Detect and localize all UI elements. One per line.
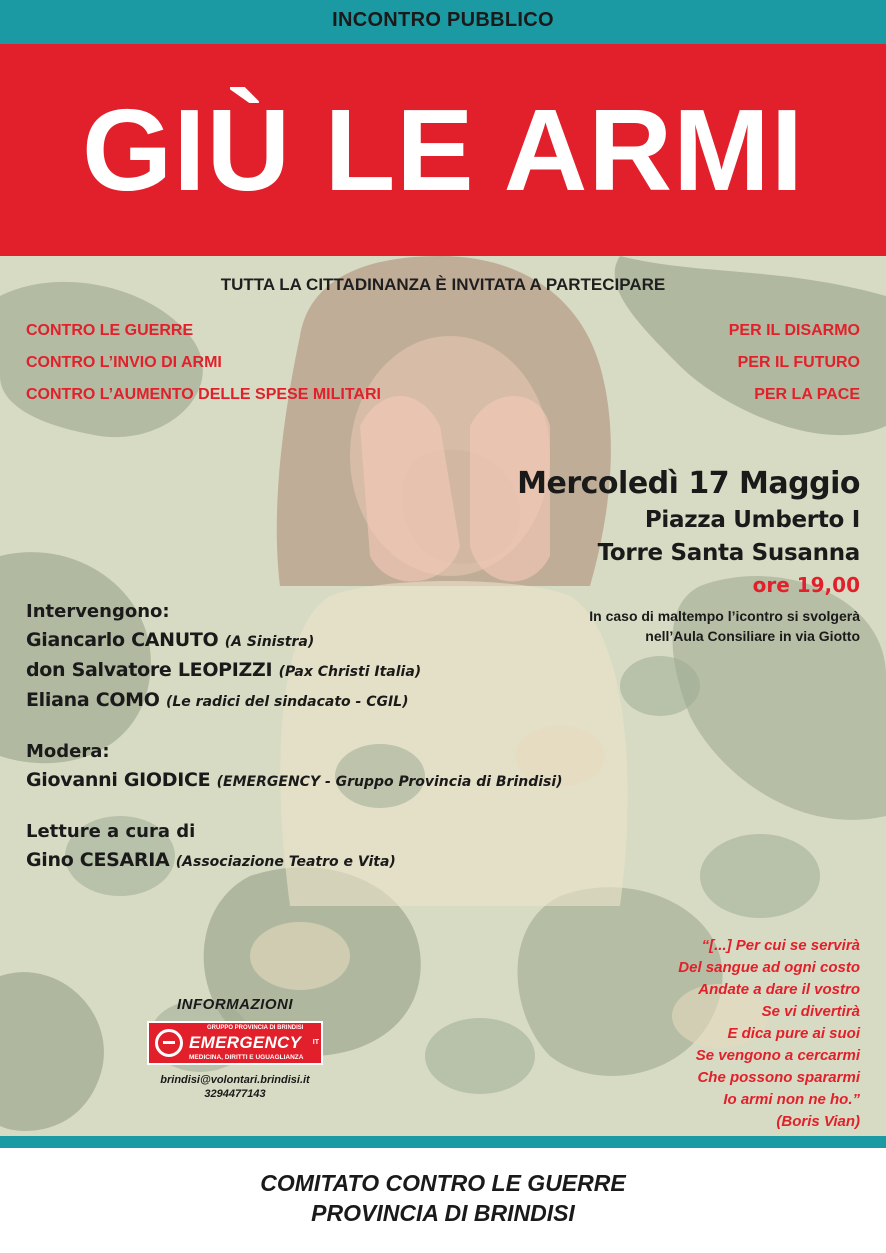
slogan-item: PER IL DISARMO: [728, 322, 860, 339]
organizer: [0, 1168, 886, 1228]
event-place: Piazza Umberto I: [644, 507, 860, 533]
event-kicker: INCONTRO PUBBLICO: [332, 9, 554, 31]
reader-affiliation: (Associazione Teatro e Vita): [175, 854, 396, 870]
quote-line: Se vi divertirà: [761, 1003, 860, 1020]
slogan-item: CONTRO L’INVIO DI ARMI: [26, 354, 222, 371]
quote-line: Andate a dare il vostro: [698, 981, 860, 998]
event-town: Torre Santa Susanna: [597, 540, 860, 566]
event-details: [517, 464, 860, 646]
quote-line: Se vengono a cercarmi: [695, 1047, 860, 1064]
speakers-heading: Intervengono:: [26, 601, 170, 622]
organizer-line: COMITATO CONTRO LE GUERRE: [260, 1170, 626, 1196]
title-band: [0, 44, 886, 256]
info-block: [140, 996, 330, 1101]
weather-note: [517, 606, 860, 646]
speaker-affiliation: (Pax Christi Italia): [278, 664, 422, 680]
speaker: [26, 686, 563, 716]
quote-line: Io armi non ne ho.”: [723, 1091, 860, 1108]
quote-line: Del sangue ad ogni costo: [678, 959, 860, 976]
logo-suffix: IT: [312, 1039, 319, 1046]
moderator-heading: Modera:: [26, 741, 110, 762]
contact-phone[interactable]: 3294477143: [204, 1088, 266, 1100]
event-time: ore 19,00: [752, 573, 860, 597]
speaker-name: don Salvatore LEOPIZZI: [26, 659, 273, 681]
moderator-affiliation: (EMERGENCY - Gruppo Provincia di Brindisi): [216, 774, 563, 790]
poster-title: GIÙ LE ARMI: [81, 85, 804, 215]
logo-group-text: GRUPPO PROVINCIA DI BRINDISI: [207, 1025, 304, 1031]
logo-tagline: MEDICINA, DIRITTI E UGUAGLIANZA: [189, 1054, 304, 1061]
quote-block: [678, 935, 860, 1133]
top-band: [0, 0, 886, 44]
weather-note-line: nell’Aula Consiliare in via Giotto: [645, 628, 860, 644]
program: [26, 598, 563, 876]
slogan-item: PER IL FUTURO: [737, 354, 860, 371]
info-heading: INFORMAZIONI: [177, 996, 293, 1013]
bottom-band: [0, 1136, 886, 1148]
speaker-affiliation: (A Sinistra): [224, 634, 315, 650]
quote-line: Che possono spararmi: [697, 1069, 860, 1086]
weather-note-line: In caso di maltempo l’icontro si svolgerà: [589, 608, 860, 624]
moderator: [26, 766, 563, 796]
slogans-right: [729, 321, 860, 417]
speaker-affiliation: (Le radici del sindacato - CGIL): [165, 694, 409, 710]
emergency-emblem-icon: [155, 1029, 183, 1057]
slogan-item: PER LA PACE: [754, 386, 860, 403]
reader: [26, 846, 563, 876]
slogan-item: CONTRO L’AUMENTO DELLE SPESE MILITARI: [26, 386, 381, 403]
logo-brand: EMERGENCY: [189, 1033, 302, 1052]
speaker: [26, 626, 563, 656]
quote-line: “[...] Per cui se servirà: [701, 937, 860, 954]
reader-name: Gino CESARIA: [26, 849, 170, 871]
contact-email[interactable]: brindisi@volontari.brindisi.it: [160, 1074, 310, 1086]
emergency-logo: [147, 1021, 323, 1065]
moderator-name: Giovanni GIODICE: [26, 769, 211, 791]
quote-author: (Boris Vian): [776, 1113, 860, 1130]
speaker-name: Giancarlo CANUTO: [26, 629, 219, 651]
readings-heading: Letture a cura di: [26, 821, 196, 842]
contact: [140, 1073, 330, 1101]
speaker-name: Eliana COMO: [26, 689, 160, 711]
slogan-item: CONTRO LE GUERRE: [26, 322, 194, 339]
invitation-line: TUTTA LA CITTADINANZA È INVITATA A PARTECIPARE: [220, 275, 666, 294]
organizer-line: PROVINCIA DI BRINDISI: [311, 1200, 575, 1226]
slogans-left: [26, 321, 381, 417]
event-date: Mercoledì 17 Maggio: [517, 466, 860, 501]
speaker: [26, 656, 563, 686]
quote-line: E dica pure ai suoi: [727, 1025, 860, 1042]
